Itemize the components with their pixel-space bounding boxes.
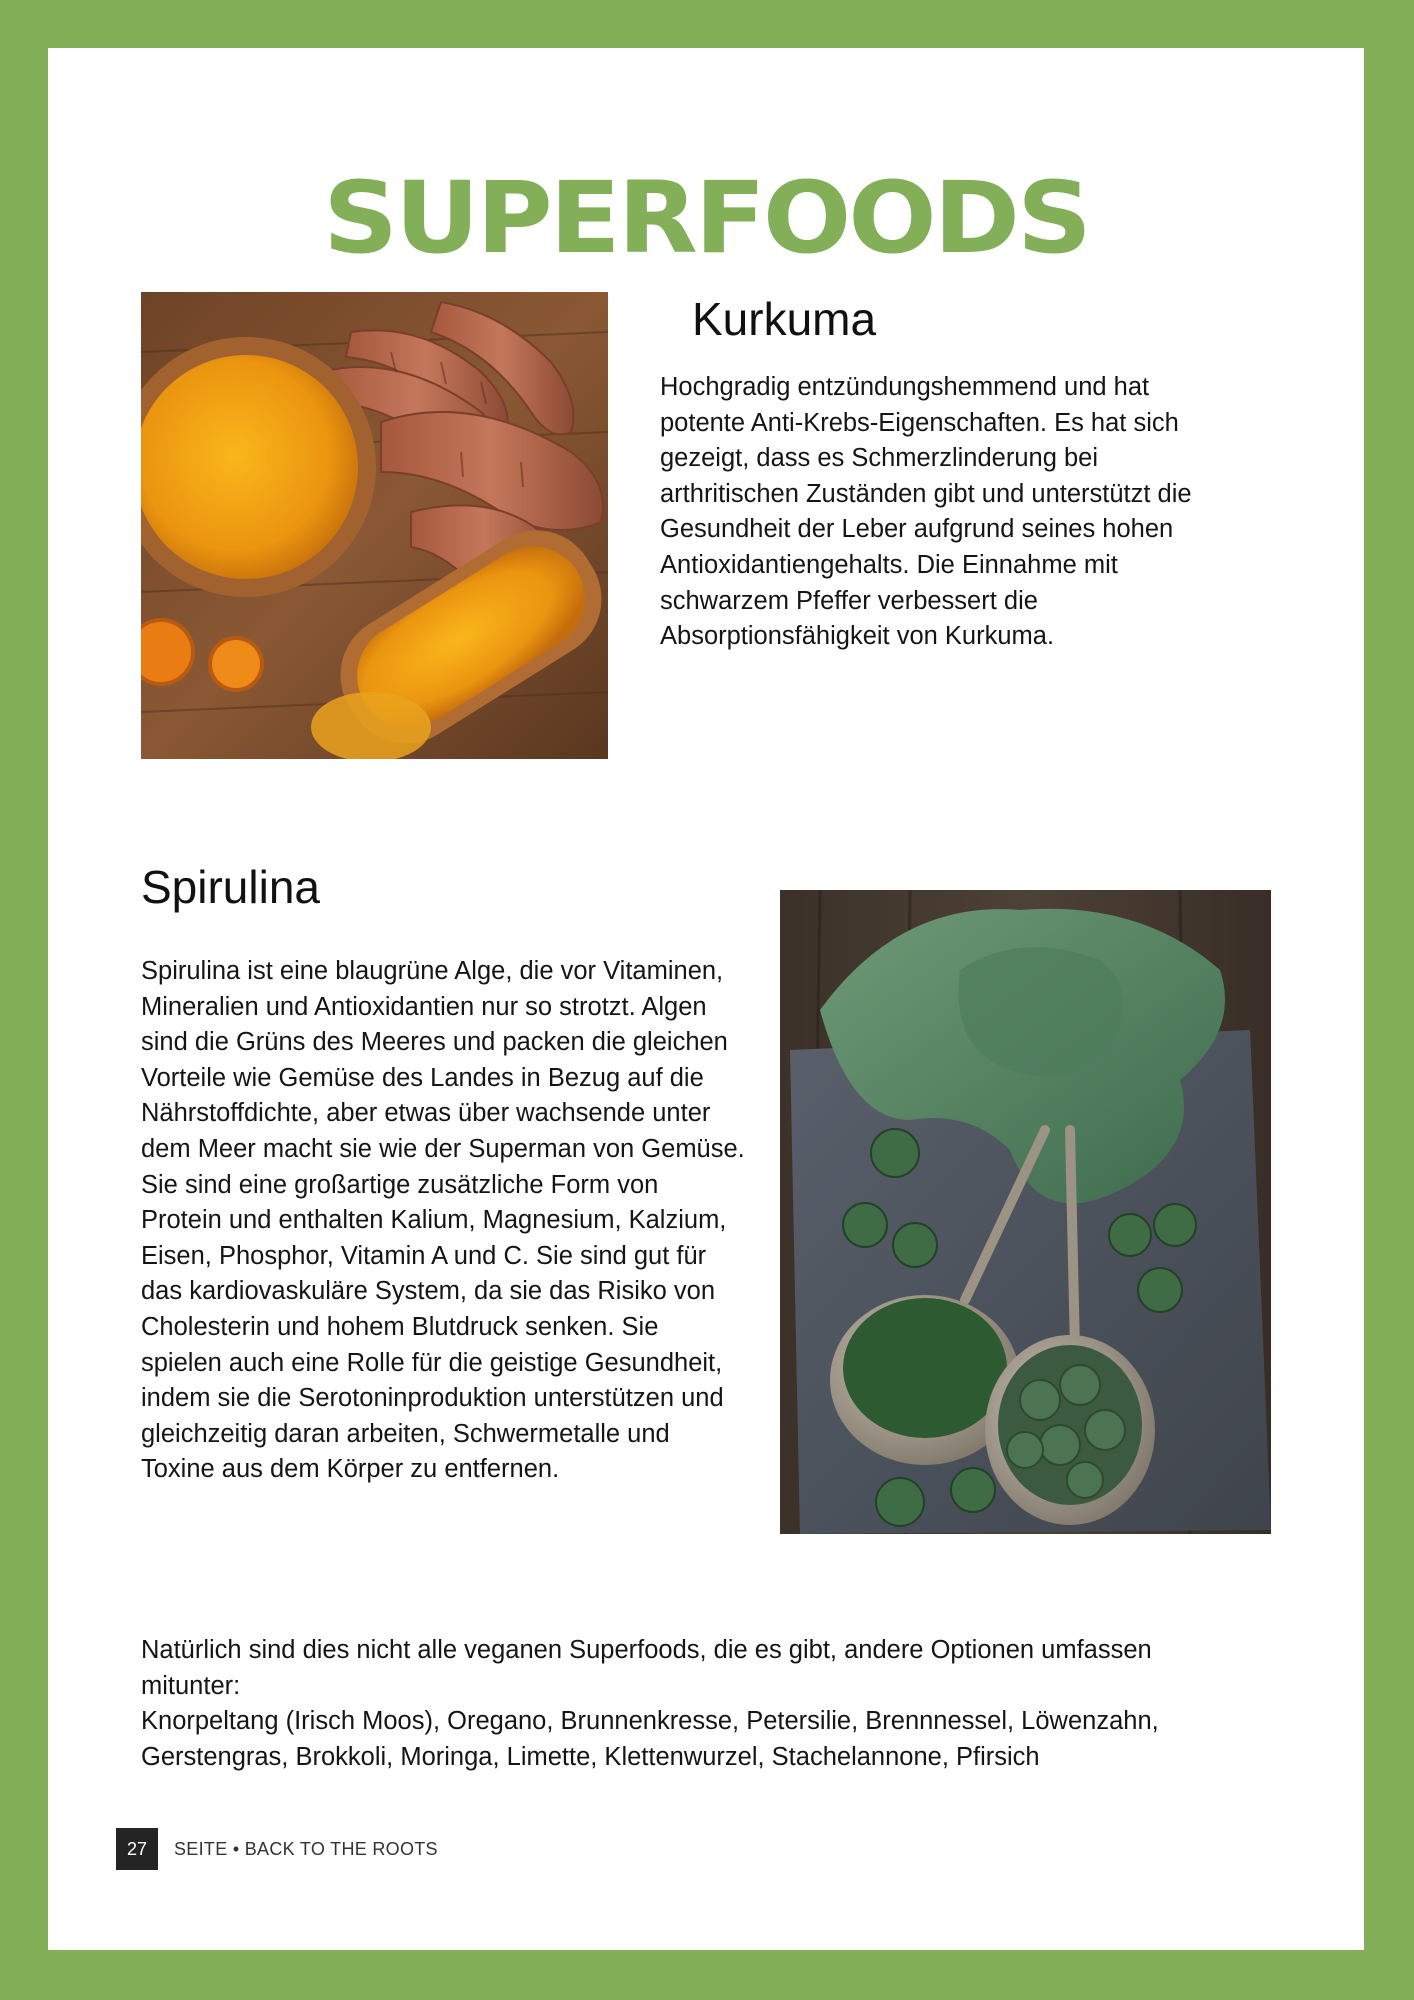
closing-text <box>141 1633 1159 1775</box>
text-line: Mineralien und Antioxidantien nur so strotzt. Algen <box>141 992 707 1021</box>
text-line: arthritischen Zuständen gibt und unterstützt die <box>660 479 1192 508</box>
text-line: Gesundheit der Leber aufgrund seines hohen <box>660 515 1174 544</box>
text-line: das kardiovaskuläre System, da sie das Risiko von <box>141 1277 716 1306</box>
turmeric-photo <box>141 292 608 759</box>
text-line: Knorpeltang (Irisch Moos), Oregano, Brunnenkresse, Petersilie, Brennnessel, Löwenzahn, <box>141 1707 1159 1736</box>
spirulina-heading: Spirulina <box>141 861 320 913</box>
text-line: Eisen, Phosphor, Vitamin A und C. Sie sind gut für <box>141 1241 707 1270</box>
kurkuma-heading: Kurkuma <box>692 293 877 345</box>
text-line: gleichzeitig daran arbeiten, Schwermetalle und <box>141 1419 670 1448</box>
text-line: dem Meer macht sie wie der Superman von Gemüse. <box>141 1134 745 1163</box>
text-line: Spirulina ist eine blaugrüne Alge, die vor Vitaminen, <box>141 957 724 985</box>
footer-text: SEITE • BACK TO THE ROOTS <box>174 1839 438 1859</box>
spirulina-text <box>141 954 745 1488</box>
text-line: Sie sind eine großartige zusätzliche Form von <box>141 1170 659 1199</box>
text-line: indem sie die Serotoninproduktion unterstützen und <box>141 1384 724 1413</box>
page-number: 27 <box>116 1828 158 1870</box>
text-line: Nährstoffdichte, aber etwas über wachsende unter <box>141 1099 711 1128</box>
text-line: Toxine aus dem Körper zu entfernen. <box>141 1455 560 1484</box>
text-line: potente Anti-Krebs-Eigenschaften. Es hat sich <box>660 408 1179 437</box>
text-line: mitunter: <box>141 1671 241 1700</box>
spirulina-photo <box>780 890 1271 1534</box>
text-line: gezeigt, dass es Schmerzlinderung bei <box>660 444 1098 473</box>
text-line: spielen auch eine Rolle für die geistige Gesundheit, <box>141 1348 723 1377</box>
text-line: Hochgradig entzündungshemmend und hat <box>660 373 1150 401</box>
page <box>48 48 1364 1950</box>
text-line: Absorptionsfähigkeit von Kurkuma. <box>660 622 1055 651</box>
text-line: Cholesterin und hohem Blutdruck senken. Sie <box>141 1312 659 1341</box>
text-line: Gerstengras, Brokkoli, Moringa, Limette, Klettenwurzel, Stachelannone, Pfirsich <box>141 1742 1040 1771</box>
page-title: SUPERFOODS <box>323 160 1089 276</box>
text-line: Antioxidantiengehalts. Die Einnahme mit <box>660 550 1118 579</box>
text-line: Protein und enthalten Kalium, Magnesium, Kalzium, <box>141 1206 727 1235</box>
text-line: Vorteile wie Gemüse des Landes in Bezug auf die <box>141 1063 704 1092</box>
kurkuma-text <box>660 370 1192 655</box>
text-line: sind die Grüns des Meeres und packen die gleichen <box>141 1028 728 1057</box>
text-line: schwarzem Pfeffer verbessert die <box>660 586 1038 615</box>
text-line: Natürlich sind dies nicht alle veganen Superfoods, die es gibt, andere Optionen umfassen <box>141 1636 1152 1664</box>
